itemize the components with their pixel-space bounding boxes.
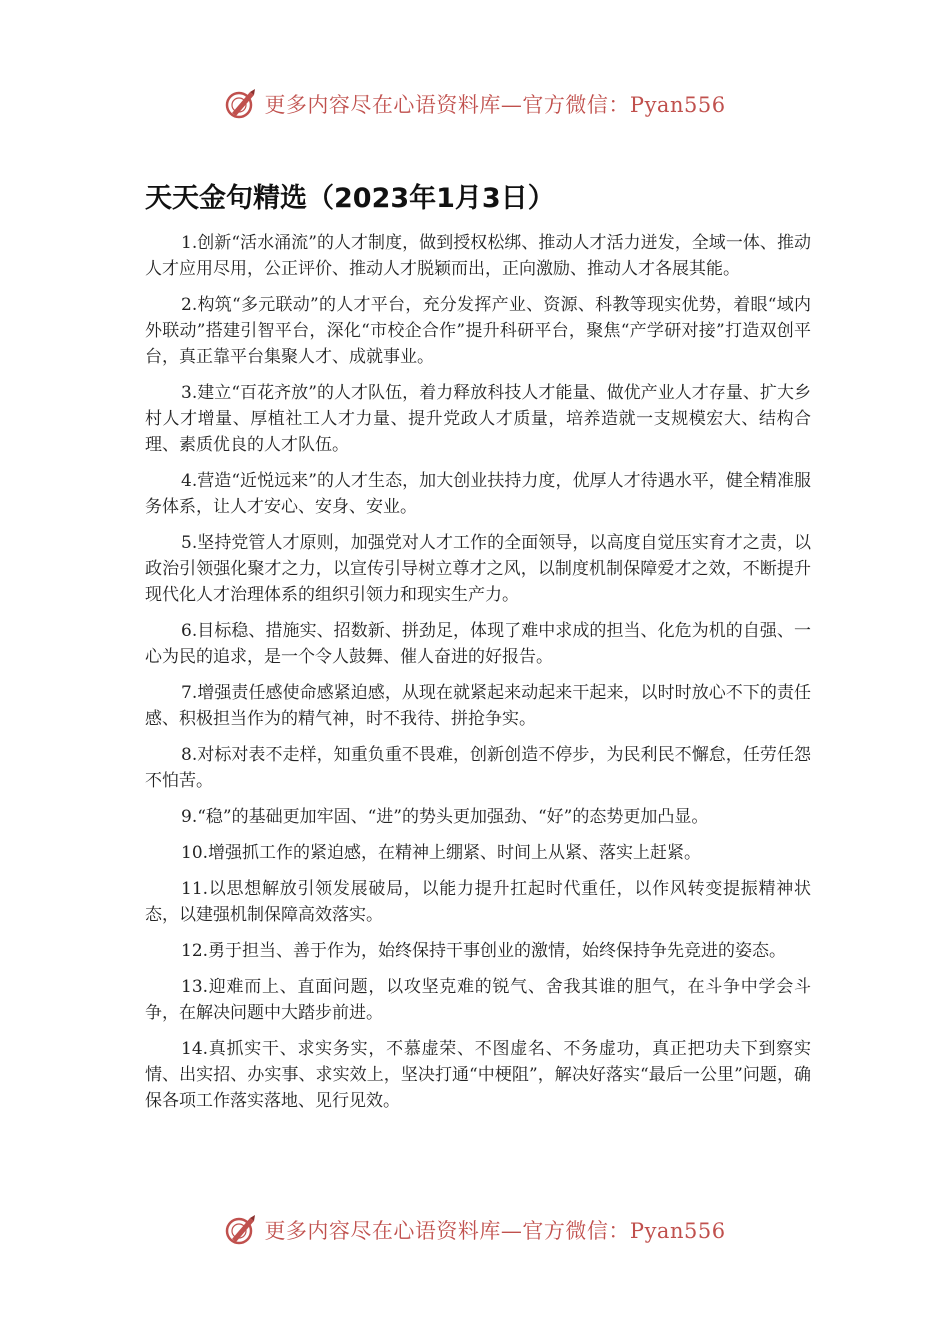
paragraph: 9.“稳”的基础更加牢固、“进”的势头更加强劲、“好”的态势更加凸显。 xyxy=(181,807,709,827)
paragraph: 7.增强责任感使命感紧迫感，从现在就紧起来动起来干起来，以时时放心不下的责任感、积极担当作为的精气神，时不我待、拼抢争实。 xyxy=(145,683,811,729)
footer-banner xyxy=(0,1210,950,1250)
paragraph: 3.建立“百花齐放”的人才队伍，着力释放科技人才能量、做优产业人才存量、扩大乡村人才增量、厚植社工人才力量、提升党政人才质量，培养造就一支规模宏大、结构合理、素质优良的人才队伍。 xyxy=(145,383,811,455)
paragraph: 12.勇于担当、善于作为，始终保持干事创业的激情，始终保持争先竞进的姿态。 xyxy=(181,941,787,961)
paragraph: 4.营造“近悦远来”的人才生态，加大创业扶持力度，优厚人才待遇水平，健全精准服务体系，让人才安心、安身、安业。 xyxy=(145,471,811,517)
paragraph: 10.增强抓工作的紧迫感，在精神上绷紧、时间上从紧、落实上赶紧。 xyxy=(181,843,702,863)
banner-slogan: 更多内容尽在心语资料库—官方微信：Pyan556 xyxy=(264,1219,726,1243)
page-title: 天天金句精选（2023年1月3日） xyxy=(145,183,555,214)
pen-nib-circle-icon xyxy=(224,1213,258,1247)
paragraph: 6.目标稳、措施实、招数新、拼劲足，体现了难中求成的担当、化危为机的自强、一心为民的追求，是一个令人鼓舞、催人奋进的好报告。 xyxy=(145,621,811,667)
article-body xyxy=(145,230,811,1124)
paragraph: 14.真抓实干、求实务实，不慕虚荣、不图虚名、不务虚功，真正把功夫下到察实情、出实招、办实事、求实效上，坚决打通“中梗阻”，解决好落实“最后一公里”问题，确保各项工作落实落地、见行见效。 xyxy=(145,1039,811,1111)
paragraph: 13.迎难而上、直面问题，以攻坚克难的锐气、舍我其谁的胆气，在斗争中学会斗争，在解决问题中大踏步前进。 xyxy=(145,977,811,1023)
paragraph: 1.创新“活水涌流”的人才制度，做到授权松绑、推动人才活力迸发，全域一体、推动人才应用尽用，公正评价、推动人才脱颖而出，正向激励、推动人才各展其能。 xyxy=(145,233,811,279)
paragraph: 8.对标对表不走样，知重负重不畏难，创新创造不停步，为民利民不懈怠，任劳任怨不怕苦。 xyxy=(145,745,811,791)
paragraph: 5.坚持党管人才原则，加强党对人才工作的全面领导，以高度自觉压实育才之责，以政治引领强化聚才之力，以宣传引导树立尊才之风，以制度机制保障爱才之效，不断提升现代化人才治理体系的组织引领力和现实生产力。 xyxy=(145,533,811,605)
pen-nib-circle-icon xyxy=(224,87,258,121)
paragraph: 2.构筑“多元联动”的人才平台，充分发挥产业、资源、科教等现实优势，着眼“域内外联动”搭建引智平台，深化“市校企合作”提升科研平台，聚焦“产学研对接”打造双创平台，真正靠平台集聚人才、成就事业。 xyxy=(145,295,811,367)
banner-slogan: 更多内容尽在心语资料库—官方微信：Pyan556 xyxy=(264,93,726,117)
paragraph: 11.以思想解放引领发展破局，以能力提升扛起时代重任，以作风转变提振精神状态，以建强机制保障高效落实。 xyxy=(145,879,811,925)
header-banner xyxy=(0,84,950,124)
